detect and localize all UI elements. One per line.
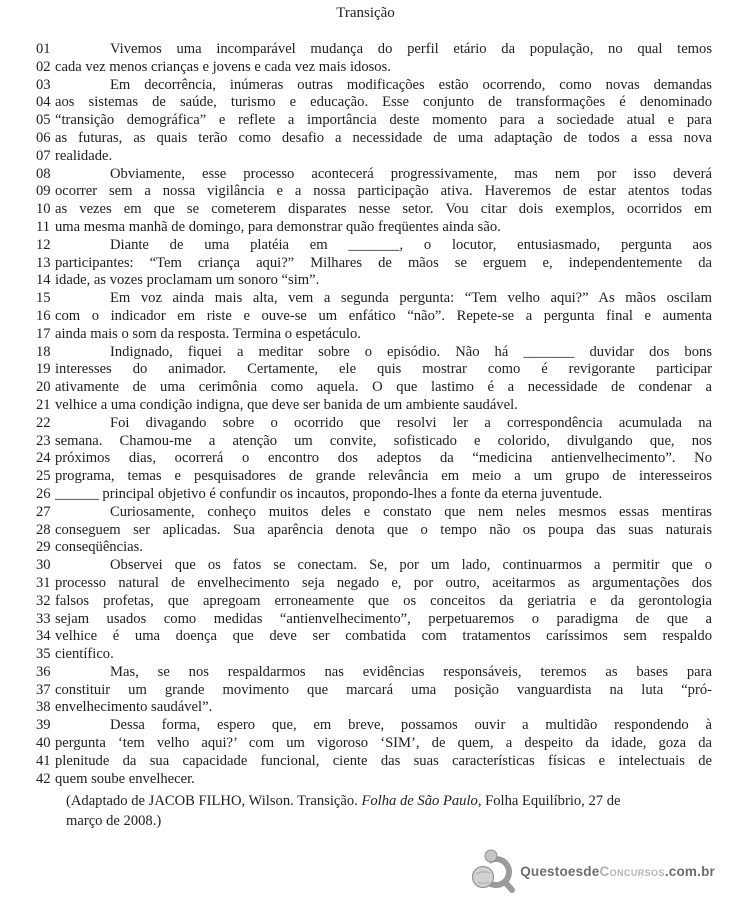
line-number: 22: [36, 414, 51, 431]
text-line: [36, 344, 712, 362]
line-number: 38: [36, 699, 51, 716]
text-line: [36, 433, 712, 451]
text-line: [36, 682, 712, 700]
line-number: 36: [36, 663, 51, 680]
text-line: [36, 112, 712, 130]
line-number: 01: [36, 41, 51, 57]
line-text: uma mesma manhã de domingo, para demonstrar quão freqüentes ainda são.: [55, 218, 501, 235]
text-line: [36, 130, 712, 148]
citation-text-pre: (Adaptado de JACOB FILHO, Wilson. Transição.: [66, 793, 362, 809]
citation: [66, 792, 716, 831]
line-text: Mas, se nos respaldarmos nas evidências responsáveis, teremos as bases para: [110, 663, 712, 680]
logo-wordmark-part1: Questoesde: [520, 863, 600, 879]
line-text: Em voz ainda mais alta, vem a segunda pergunta: “Tem velho aqui?” As mãos oscilam: [110, 290, 712, 307]
line-number: 28: [36, 521, 51, 538]
text-line: [36, 272, 712, 290]
line-number: 23: [36, 432, 51, 449]
line-number: 09: [36, 183, 51, 200]
line-text: plenitude da sua capacidade funcional, ciente das suas características físicas e intelectuais de: [55, 752, 712, 769]
line-text: Indignado, fiquei a meditar sobre o episódio. Não há _______ duvidar dos bons: [110, 343, 712, 360]
line-number: 25: [36, 468, 51, 485]
citation-text-post: , Folha Equilíbrio, 27 de: [477, 793, 621, 809]
line-text: Vivemos uma incomparável mudança do perfil etário da população, no qual temos: [110, 41, 712, 57]
line-text: ainda mais o som da resposta. Termina o espetáculo.: [55, 325, 361, 342]
line-number: 03: [36, 76, 51, 93]
line-number: 16: [36, 307, 51, 324]
line-text: ocorrer sem a nossa vigilância e a nossa participação ativa. Haveremos de estar atentos todas: [55, 183, 712, 200]
line-text: falsos profetas, que apregoam erroneamente que os conceitos da geriatria e da gerontologia: [55, 592, 712, 609]
text-body: [36, 41, 712, 788]
line-number: 18: [36, 343, 51, 360]
line-number: 15: [36, 290, 51, 307]
text-line: [36, 379, 712, 397]
line-text: velhice é uma doença que deve ser combatida com tratamentos caríssimos sem respaldo: [55, 628, 712, 645]
line-text: participantes: “Tem criança aqui?” Milhares de mãos se erguem e, independentemente da: [55, 254, 712, 271]
line-number: 20: [36, 379, 51, 396]
line-number: 39: [36, 717, 51, 734]
text-line: [36, 290, 712, 308]
line-text: sejam usados como medidas “antienvelhecimento”, perpetuaremos o paradigma de que a: [55, 610, 712, 627]
line-text: “transição demográfica” e reflete a importância deste momento para a sociedade atual e para: [55, 112, 712, 129]
text-line: [36, 717, 712, 735]
line-text: conseqüências.: [55, 539, 143, 556]
line-number: 27: [36, 503, 51, 520]
text-line: [36, 735, 712, 753]
line-number: 12: [36, 236, 51, 253]
text-line: [36, 201, 712, 219]
text-line: [36, 41, 712, 59]
text-line: [36, 504, 712, 522]
line-number: 40: [36, 735, 51, 752]
line-text: Observei que os fatos se conectam. Se, por um lado, continuarmos a permitir que o: [110, 557, 712, 574]
text-line: [36, 308, 712, 326]
text-line: [36, 94, 712, 112]
line-number: 10: [36, 201, 51, 218]
text-line: [36, 415, 712, 433]
line-text: envelhecimento saudável”.: [55, 699, 213, 716]
logo-wordmark-part2: Concursos: [599, 863, 665, 879]
text-line: [36, 539, 712, 557]
text-line: [36, 753, 712, 771]
document-title: Transição: [336, 5, 395, 21]
line-text: Em decorrência, inúmeras outras modificações estão ocorrendo, como novas demandas: [110, 76, 712, 93]
citation-line-1: [66, 792, 716, 812]
text-line: [36, 664, 712, 682]
questoesdeconcursos-mark-icon: [471, 848, 517, 894]
text-line: [36, 450, 712, 468]
line-number: 32: [36, 592, 51, 609]
line-number: 35: [36, 646, 51, 663]
line-text: aos sistemas de saúde, turismo e educação. Esse conjunto de transformações é denominado: [55, 94, 712, 111]
line-text: cada vez menos crianças e jovens e cada vez mais idosos.: [55, 58, 391, 75]
line-number: 04: [36, 94, 51, 111]
line-text: processo natural de envelhecimento seja negado e, por outro, aceitarmos as argumentações dos: [55, 574, 712, 591]
line-text: Dessa forma, espero que, em breve, possamos ouvir a multidão respondendo à: [110, 717, 712, 734]
text-line: [36, 522, 712, 540]
line-number: 14: [36, 272, 51, 289]
text-line: [36, 575, 712, 593]
citation-line-2: março de 2008.): [66, 812, 162, 829]
text-line: [36, 628, 712, 646]
line-text: idade, as vozes proclamam um sonoro “sim”.: [55, 272, 320, 289]
line-text: constituir um grande movimento que marcará uma posição vanguardista na luta “pró-: [55, 681, 712, 698]
text-line: [36, 237, 712, 255]
line-number: 07: [36, 147, 51, 164]
line-number: 19: [36, 361, 51, 378]
line-number: 24: [36, 450, 51, 467]
line-number: 11: [36, 218, 51, 235]
line-text: com o indicador em riste e ouve-se um enfático “não”. Repete-se a pergunta final e aumenta: [55, 307, 712, 324]
line-number: 29: [36, 539, 51, 556]
citation-source-title: Folha de São Paulo: [361, 793, 478, 809]
text-line: [36, 148, 712, 166]
line-text: Foi divagando sobre o ocorrido que resolvi ler a correspondência acumulada na: [110, 414, 712, 431]
text-line: [36, 593, 712, 611]
line-number: 31: [36, 574, 51, 591]
line-text: pergunta ‘tem velho aqui?’ com um vigoroso ‘SIM’, de quem, a despeito da idade, goza da: [55, 735, 712, 752]
line-number: 37: [36, 681, 51, 698]
line-text: interesses do animador. Certamente, ele quis mostrar como é revigorante participar: [55, 361, 712, 378]
text-line: [36, 611, 712, 629]
line-text: científico.: [55, 646, 114, 663]
text-line: [36, 771, 712, 789]
line-text: ______ principal objetivo é confundir os incautos, propondo-lhes a fonte da eterna juventude.: [55, 485, 603, 502]
line-text: ativamente de uma cerimônia como aquela. O que lastimo é a necessidade de condenar a: [55, 379, 712, 396]
text-line: [36, 183, 712, 201]
text-line: [36, 255, 712, 273]
text-line: [36, 166, 712, 184]
line-number: 34: [36, 628, 51, 645]
line-text: quem soube envelhecer.: [55, 770, 195, 787]
line-number: 02: [36, 58, 51, 75]
text-line: [36, 59, 712, 77]
text-line: [36, 77, 712, 95]
text-line: [36, 361, 712, 379]
line-number: 21: [36, 396, 51, 413]
questoesdeconcursos-logo: [471, 848, 715, 894]
line-number: 30: [36, 557, 51, 574]
line-number: 08: [36, 165, 51, 182]
text-line: [36, 699, 712, 717]
text-line: [36, 219, 712, 237]
text-line: [36, 646, 712, 664]
line-number: 13: [36, 254, 51, 271]
line-text: Obviamente, esse processo acontecerá progressivamente, mas nem por isso deverá: [110, 165, 712, 182]
line-text: próximos dias, ocorrerá o encontro dos adeptos da “medicina antienvelhecimento”. No: [55, 450, 712, 467]
line-text: Curiosamente, conheço muitos deles e constato que nem neles mesmos essas mentiras: [110, 503, 712, 520]
line-text: realidade.: [55, 147, 113, 164]
text-line: [36, 326, 712, 344]
line-text: as futuras, as quais terão como desafio a necessidade de uma adaptação de todos a essa nova: [55, 129, 712, 146]
line-text: Diante de uma platéia em _______, o locutor, entusiasmado, pergunta aos: [110, 236, 712, 253]
line-text: velhice a uma condição indigna, que deve ser banida de um ambiente saudável.: [55, 396, 518, 413]
line-number: 42: [36, 770, 51, 787]
line-number: 41: [36, 752, 51, 769]
text-line: [36, 486, 712, 504]
text-line: [36, 397, 712, 415]
logo-wordmark: [520, 864, 715, 879]
line-text: as vezes em que se cometerem disparates nesse setor. Vou citar dois exemplos, ocorridos em: [55, 201, 712, 218]
line-text: programa, temas e pesquisadores de grande relevância em meio a um grupo de interesseiros: [55, 468, 712, 485]
line-text: conseguem ser aplicadas. Sua aparência denota que o tempo não os poupa das suas naturais: [55, 521, 712, 538]
line-number: 06: [36, 129, 51, 146]
line-number: 33: [36, 610, 51, 627]
line-number: 05: [36, 112, 51, 129]
logo-wordmark-part3: .com.br: [664, 863, 715, 879]
line-number: 17: [36, 325, 51, 342]
text-line: [36, 557, 712, 575]
line-number: 26: [36, 485, 51, 502]
line-text: semana. Chamou-me a atenção um convite, sofisticado e colorido, divulgando que, nos: [55, 432, 712, 449]
text-line: [36, 468, 712, 486]
